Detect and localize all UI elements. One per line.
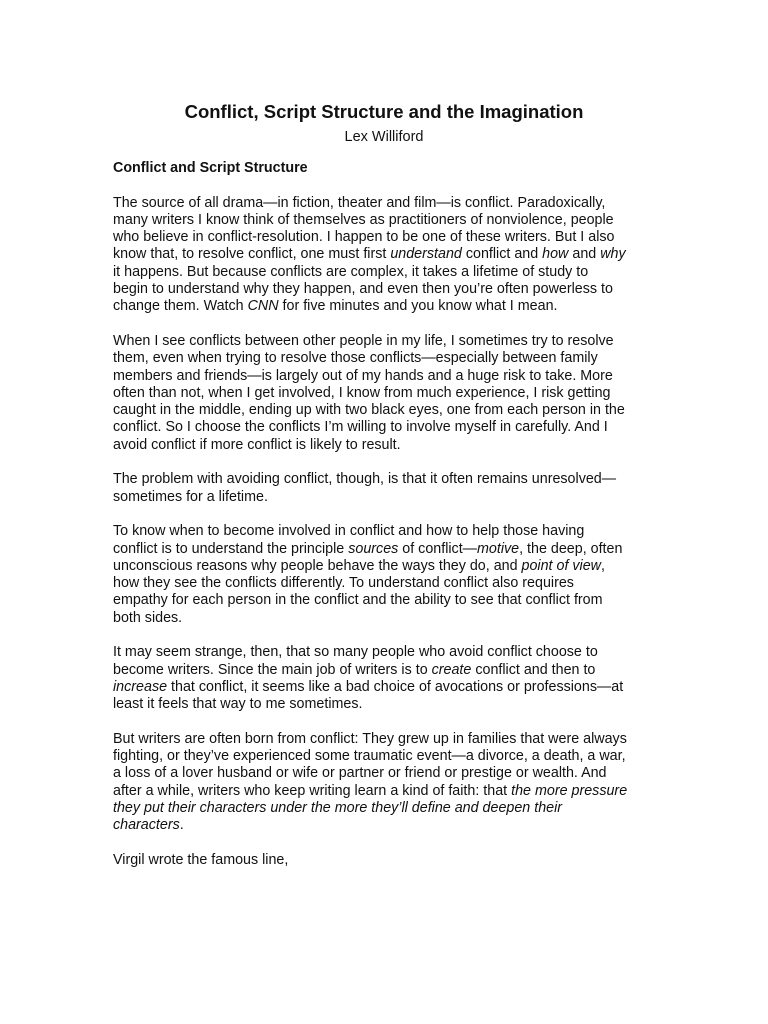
paragraph [113, 852, 673, 869]
italic-text: they put their characters under the more they’ll define and deepen their [113, 799, 563, 816]
italic-text: create [431, 661, 472, 678]
text-run: for five minutes and you know what I mean. [278, 298, 558, 315]
text-line [113, 748, 673, 765]
text-line [113, 368, 673, 385]
text-line [113, 437, 673, 454]
text-run: often than not, when I get involved, I know from much experience, I risk getting [113, 384, 611, 401]
text-run: To know when to become involved in conflict and how to help those having [113, 523, 585, 540]
text-line [113, 592, 673, 609]
text-run: , the deep, often [519, 540, 623, 557]
text-run: conflict. So I choose the conflicts I’m willing to involve myself in carefully. And I [113, 419, 608, 436]
text-run: members and friends—is largely out of my hands and a huge risk to take. More [113, 367, 613, 384]
text-run: it happens. But because conflicts are complex, it takes a lifetime of study to [113, 263, 589, 280]
text-line [113, 281, 673, 298]
text-line [113, 644, 673, 661]
text-line [113, 264, 673, 281]
text-run: become writers. Since the main job of writers is to [113, 661, 432, 678]
italic-text: understand [390, 246, 462, 263]
text-run: after a while, writers who keep writing learn a kind of faith: that [113, 782, 512, 799]
paragraph [113, 471, 673, 506]
text-run: sometimes for a lifetime. [113, 488, 268, 505]
text-run: both sides. [113, 609, 183, 626]
text-run: who believe in conflict-resolution. I happen to be one of these writers. But I also [113, 229, 615, 246]
paragraph [113, 195, 673, 316]
text-line [113, 471, 673, 488]
italic-text: the more pressure [511, 782, 628, 799]
text-line [113, 195, 673, 212]
text-run: The source of all drama—in fiction, theater and film—is conflict. Paradoxically, [113, 194, 606, 211]
text-line [113, 541, 673, 558]
text-run: many writers I know think of themselves as practitioners of nonviolence, people [113, 211, 614, 228]
text-run: conflict is to understand the principle [113, 540, 349, 557]
text-run: . [179, 817, 184, 834]
text-run: conflict and then to [471, 661, 596, 678]
text-line [113, 696, 673, 713]
italic-text: motive [476, 540, 520, 557]
text-line [113, 489, 673, 506]
italic-text: increase [113, 678, 168, 695]
italic-text: why [600, 246, 626, 263]
text-line [113, 575, 673, 592]
text-run: know that, to resolve conflict, one must first [113, 246, 391, 263]
text-run: It may seem strange, then, that so many people who avoid conflict choose to [113, 644, 598, 661]
text-run: , [601, 557, 605, 574]
text-line [113, 246, 673, 263]
text-run: them, even when trying to resolve those conflicts—especially between family [113, 350, 598, 367]
document-title: Conflict, Script Structure and the Imagination [184, 101, 584, 122]
text-run: Virgil wrote the famous line, [113, 851, 289, 868]
text-line [113, 298, 673, 315]
paragraph-list [113, 195, 673, 870]
text-line [113, 731, 673, 748]
text-line [113, 402, 673, 419]
text-line [113, 350, 673, 367]
section-heading: Conflict and Script Structure [113, 160, 308, 176]
text-line [113, 610, 673, 627]
italic-text: sources [348, 540, 399, 557]
text-line [113, 558, 673, 575]
text-line [113, 800, 673, 817]
text-line [113, 229, 673, 246]
text-run: how they see the conflicts differently. To understand conflict also requires [113, 575, 574, 592]
text-line [113, 679, 673, 696]
text-line [113, 523, 673, 540]
text-run: unconscious reasons why people behave the ways they do, and [113, 557, 522, 574]
text-run: a loss of a lover husband or wife or partner or friend or prestige or wealth. And [113, 765, 607, 782]
italic-text: CNN [247, 298, 279, 315]
document-body [113, 160, 673, 886]
text-run: that conflict, it seems like a bad choice of avocations or professions—at [167, 678, 624, 695]
text-run: least it feels that way to me sometimes. [113, 696, 363, 713]
text-run: avoid conflict if more conflict is likely to result. [113, 436, 401, 453]
italic-text: characters [113, 817, 180, 834]
italic-text: point of view [521, 557, 602, 574]
document-author: Lex Williford [344, 129, 424, 145]
text-line [113, 817, 673, 834]
text-line [113, 852, 673, 869]
text-run: change them. Watch [113, 298, 248, 315]
text-run: empathy for each person in the conflict and the ability to see that conflict from [113, 592, 603, 609]
text-run: conflict and [461, 246, 543, 263]
text-line [113, 385, 673, 402]
text-run: The problem with avoiding conflict, though, is that it often remains unresolved— [113, 471, 617, 488]
text-line [113, 333, 673, 350]
text-line [113, 662, 673, 679]
text-run: of conflict— [398, 540, 477, 557]
text-line [113, 783, 673, 800]
text-run: But writers are often born from conflict: They grew up in families that were always [113, 730, 627, 747]
text-line [113, 419, 673, 436]
italic-text: how [542, 246, 569, 263]
paragraph [113, 731, 673, 835]
text-run: fighting, or they’ve experienced some traumatic event—a divorce, a death, a war, [113, 748, 626, 765]
text-line [113, 765, 673, 782]
paragraph [113, 523, 673, 627]
text-run: caught in the middle, ending up with two black eyes, one from each person in the [113, 402, 625, 419]
text-run: and [568, 246, 601, 263]
text-run: When I see conflicts between other people in my life, I sometimes try to resolve [113, 332, 614, 349]
paragraph [113, 333, 673, 454]
paragraph [113, 644, 673, 713]
text-line [113, 212, 673, 229]
text-run: begin to understand why they happen, and even then you’re often powerless to [113, 281, 613, 298]
